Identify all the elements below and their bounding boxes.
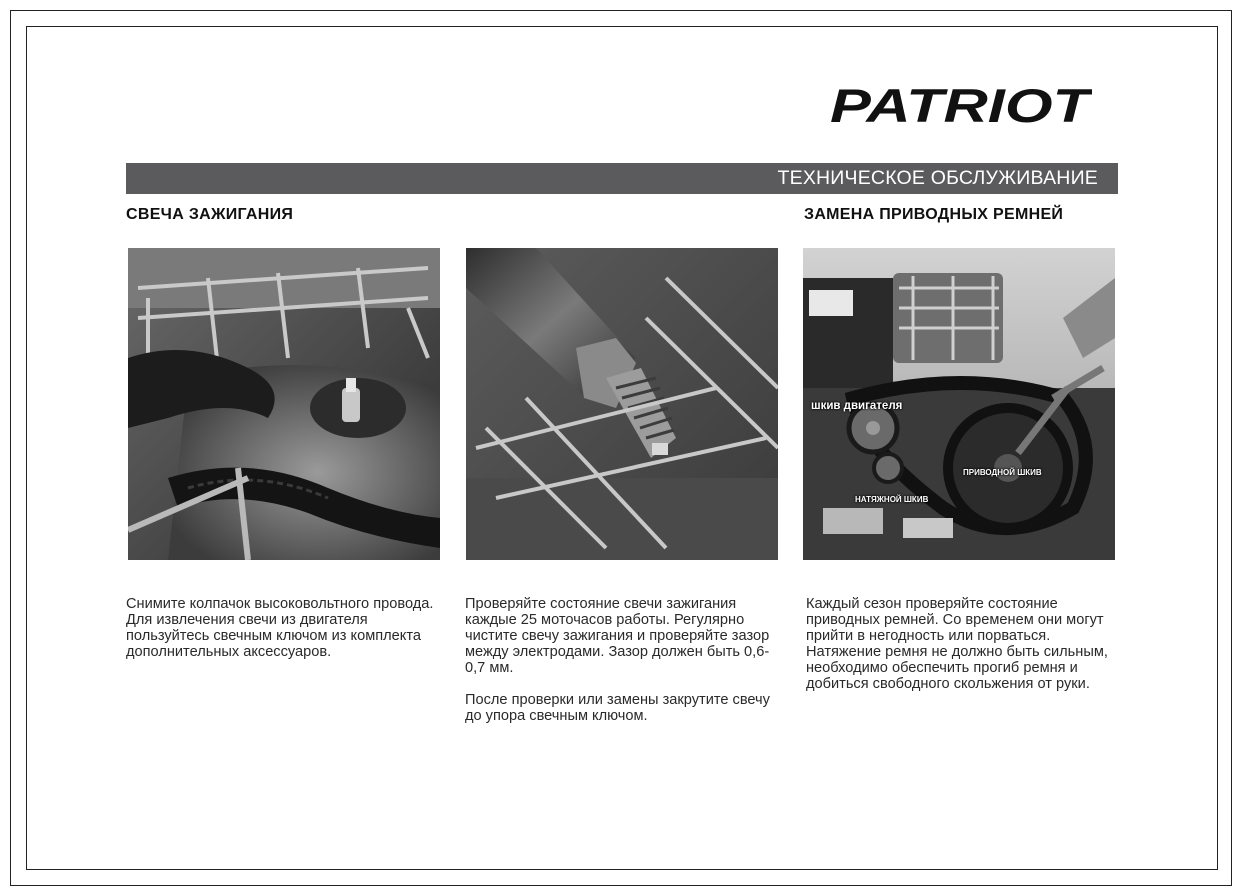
- photo-spark-plug-cap: [128, 248, 440, 560]
- caption-paragraph: Снимите колпачок высоковольтного провода. Для извлечения свечи из двигателя пользуйтесь свечным ключом из комплекта дополнительных аксессуаров.: [126, 596, 434, 660]
- label-drive-pulley: ПРИВОДНОЙ ШКИВ: [963, 468, 1042, 477]
- label-tension-pulley: НАТЯЖНОЙ ШКИВ: [855, 495, 929, 504]
- heading-spark-plug: СВЕЧА ЗАЖИГАНИЯ: [126, 206, 294, 223]
- logo-text: PATRIOT: [830, 82, 1092, 126]
- label-engine-pulley: шкив двигателя: [811, 400, 903, 412]
- caption-spark-plug-removal: [126, 596, 444, 676]
- caption-paragraph: Проверяйте состояние свечи зажигания каждые 25 моточасов работы. Регулярно чистите свечу зажигания и проверяйте зазор между электродами. Зазор должен быть 0,6-0,7 мм.: [465, 596, 770, 676]
- photo-spark-plug-closeup: [466, 248, 778, 560]
- section-title-banner: ТЕХНИЧЕСКОЕ ОБСЛУЖИВАНИЕ: [126, 163, 1118, 194]
- photo-belt-drive: [803, 248, 1115, 560]
- caption-belt-check: [806, 596, 1124, 708]
- patriot-logo: [830, 82, 1092, 126]
- caption-paragraph: Каждый сезон проверяйте состояние приводных ремней. Со временем они могут прийти в негодность или порваться. Натяжение ремня не должно быть сильным, необходимо обеспечить прогиб ремня и добиться свободного скольжения от руки.: [806, 596, 1108, 692]
- caption-paragraph: После проверки или замены закрутите свечу до упора свечным ключом.: [465, 692, 770, 724]
- caption-spark-plug-check: [465, 596, 783, 740]
- heading-belt-replacement: ЗАМЕНА ПРИВОДНЫХ РЕМНЕЙ: [804, 206, 1064, 223]
